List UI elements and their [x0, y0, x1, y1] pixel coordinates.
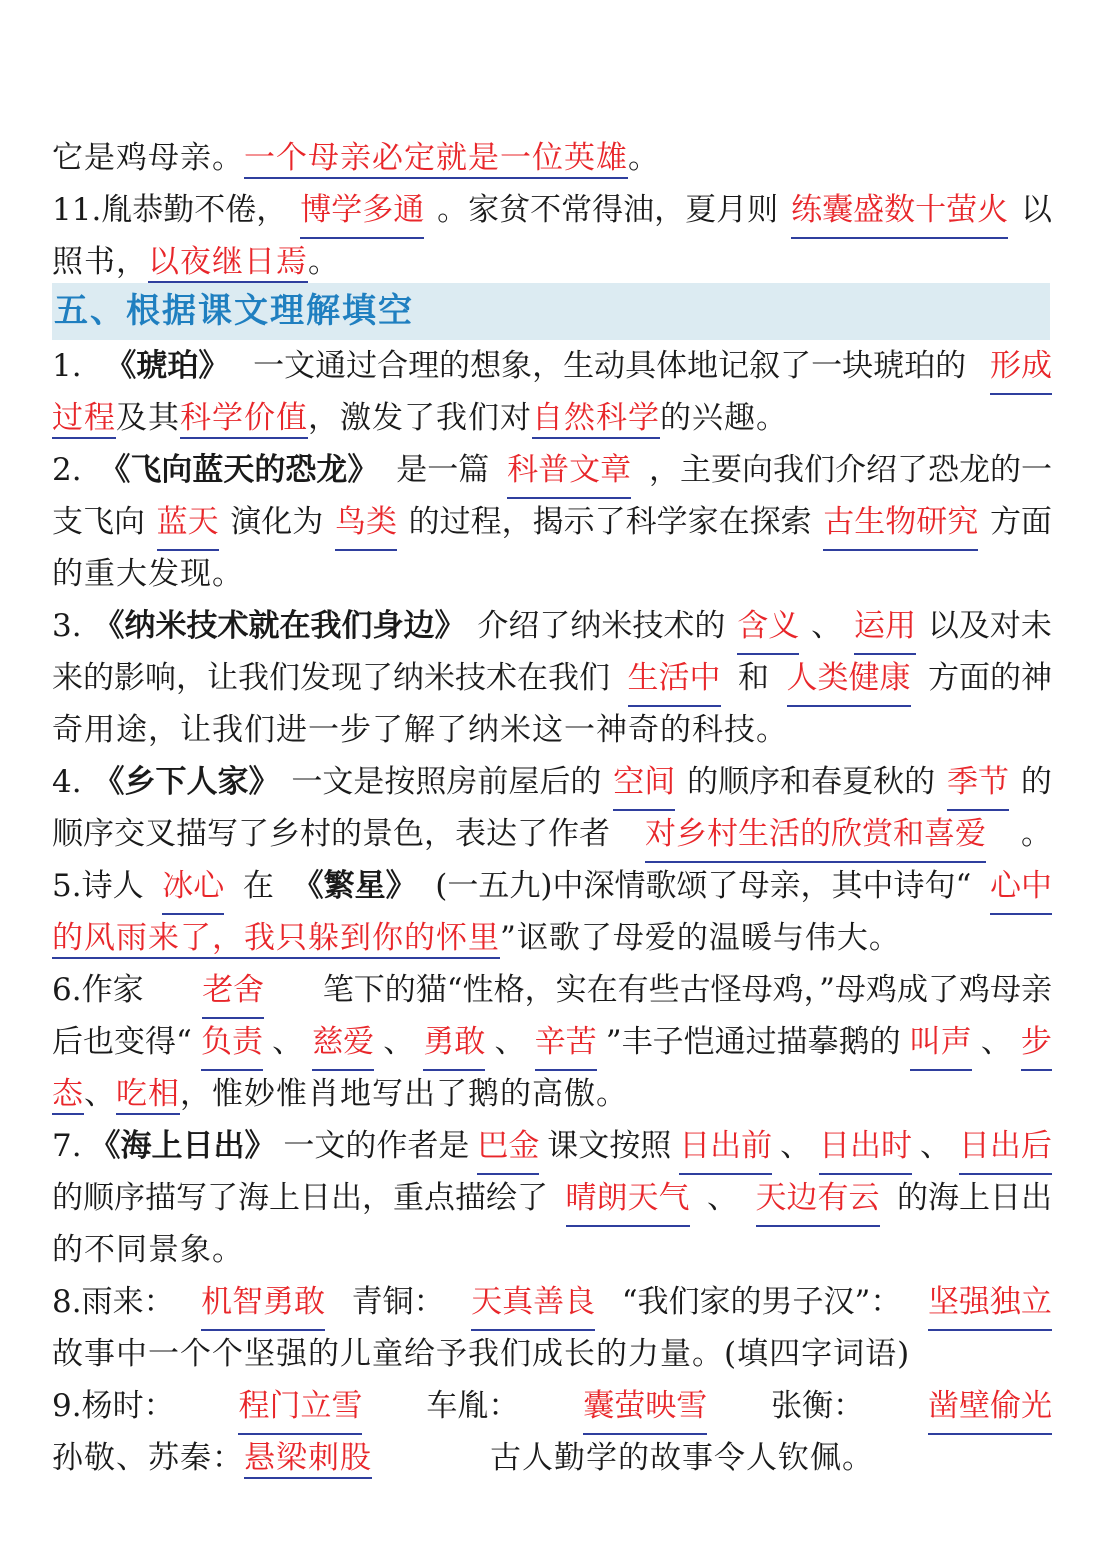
body-text: 的兴趣。 [660, 400, 788, 436]
answer-text: 科学价值 [180, 400, 308, 439]
body-text: 它是鸡母亲。 [52, 140, 244, 176]
body-text: 方面的神 [928, 660, 1052, 696]
answer-text: 坚强独立 [928, 1276, 1052, 1331]
text-line [52, 1068, 1052, 1120]
text-line [52, 1276, 1052, 1331]
text-line [52, 756, 1052, 811]
section-heading [52, 283, 1050, 340]
answer-text: 运用 [854, 600, 916, 655]
answer-text: 科普文章 [507, 444, 631, 499]
text-line [52, 236, 1052, 288]
body-text: 和 [738, 660, 769, 696]
answer-text: 日出前 [679, 1120, 772, 1175]
answer-text: 勇敢 [423, 1016, 485, 1071]
text-line [52, 548, 1052, 600]
answer-text: 叫声 [910, 1016, 972, 1071]
answer-text: 的风雨来了，我只躲到你的怀里 [52, 920, 500, 959]
text-line [52, 912, 1052, 964]
title-text: 《海上日出》 [89, 1128, 276, 1164]
body-text: 及其 [116, 400, 180, 436]
answer-text: 形成 [990, 340, 1052, 395]
text-line [52, 808, 1052, 863]
answer-text: 吃相 [116, 1076, 180, 1115]
body-text: 、 [811, 608, 843, 644]
body-text: 以 [1021, 192, 1052, 228]
text-line [52, 600, 1052, 655]
answer-text: 鸟类 [335, 496, 397, 551]
text-line [52, 1172, 1052, 1227]
text-line [52, 1224, 1052, 1276]
body-text: 奇用途，让我们进一步了解了纳米这一神奇的科技。 [52, 712, 788, 748]
body-text: ，主要向我们介绍了恐龙的一 [648, 452, 1052, 488]
body-text: 课文按照 [547, 1128, 672, 1164]
body-text: 、 [84, 1076, 116, 1112]
body-text: 演化为 [230, 504, 324, 540]
body-text: 4. [52, 764, 82, 800]
title-text: 《琥珀》 [105, 348, 230, 384]
answer-text: 日出后 [959, 1120, 1052, 1175]
body-text: 、 [980, 1024, 1012, 1060]
answer-text: 博学多通 [300, 184, 424, 239]
body-text: “我们家的男子汉”： [621, 1284, 902, 1320]
text-line [52, 184, 1052, 239]
body-text: 故事中一个个坚强的儿童给予我们成长的力量。(填四字词语) [52, 1336, 911, 1372]
text-line [52, 132, 1052, 184]
answer-text: 老舍 [202, 964, 264, 1019]
title-text: 《乡下人家》 [93, 764, 280, 800]
body-text: 的顺序和春夏秋的 [687, 764, 936, 800]
answer-text: 自然科学 [532, 400, 660, 439]
answer-text: 天真善良 [471, 1276, 595, 1331]
body-text: 以及对未 [927, 608, 1052, 644]
text-line [52, 704, 1052, 756]
body-text: 6.作家 [52, 972, 144, 1008]
answer-text: 巴金 [477, 1120, 539, 1175]
body-text: 。 [628, 140, 660, 176]
body-text: 的 [1020, 764, 1052, 800]
answer-text: 凿壁偷光 [928, 1380, 1052, 1435]
body-text: ”丰子恺通过描摹鹅的 [605, 1024, 901, 1060]
answer-text: 含义 [737, 600, 799, 655]
body-text: 方面 [989, 504, 1052, 540]
answer-text: 生活中 [628, 652, 721, 707]
text-line [52, 1432, 1052, 1484]
text-line [52, 340, 1052, 395]
answer-text: 悬梁刺股 [244, 1440, 372, 1479]
text-line [52, 444, 1052, 499]
text-line [52, 392, 1052, 444]
body-text: 一文的作者是 [283, 1128, 470, 1164]
answer-text: 晴朗天气 [566, 1172, 690, 1227]
body-text: 青铜： [351, 1284, 445, 1320]
answer-text: 练囊盛数十萤火 [791, 184, 1008, 239]
body-text: 8.雨来： [52, 1284, 175, 1320]
text-line [52, 964, 1052, 1019]
body-text: 介绍了纳米技术的 [477, 608, 726, 644]
title-text: 《纳米技术就在我们身边》 [93, 608, 466, 644]
body-text: 在 [242, 868, 274, 904]
answer-text: 以夜继日焉 [148, 244, 308, 283]
section-heading-text: 五、根据课文理解填空 [54, 291, 414, 331]
body-text: 9.杨时： [52, 1388, 175, 1424]
body-text: 古人勤学的故事令人钦佩。 [490, 1440, 874, 1476]
body-text: 照书， [52, 244, 148, 280]
body-text: 的重大发现。 [52, 556, 244, 592]
answer-text: 辛苦 [535, 1016, 597, 1071]
body-text: 来的影响，让我们发现了纳米技术在我们 [52, 660, 610, 696]
answer-text: 人类健康 [787, 652, 911, 707]
text-line [52, 860, 1052, 915]
body-text: 、 [707, 1180, 738, 1216]
body-text: 的海上日出 [897, 1180, 1052, 1216]
body-text: 张衡： [771, 1388, 865, 1424]
body-text: 顺序交叉描写了乡村的景色，表达了作者 [52, 816, 610, 852]
answer-text: 程门立雪 [238, 1380, 362, 1435]
answer-text: 一个母亲必定就是一位英雄 [244, 140, 628, 179]
body-text: ”讴歌了母爱的温暖与伟大。 [500, 920, 901, 956]
body-text: 、 [272, 1024, 304, 1060]
body-text: 一文通过合理的想象，生动具体地记叙了一块琥珀的 [253, 348, 967, 384]
answer-text: 古生物研究 [823, 496, 978, 551]
text-line [52, 1380, 1052, 1435]
answer-text: 冰心 [162, 860, 224, 915]
body-text: 2. [52, 452, 82, 488]
text-line [52, 1120, 1052, 1175]
body-text: 11.胤恭勤不倦， [52, 192, 288, 228]
body-text: 3. [52, 608, 82, 644]
body-text: 一文是按照房前屋后的 [291, 764, 602, 800]
body-text: ，激发了我们对 [308, 400, 532, 436]
title-text: 《飞向蓝天的恐龙》 [99, 452, 379, 488]
body-text: 、 [780, 1128, 812, 1164]
body-text: 、 [494, 1024, 526, 1060]
body-text: 的不同景象。 [52, 1232, 244, 1268]
body-text: 笔下的猫“性格，实在有些古怪母鸡，”母鸡成了鸡母亲 [322, 972, 1052, 1008]
answer-text: 慈爱 [312, 1016, 374, 1071]
body-text: (一五九)中深情歌颂了母亲，其中诗句“ [435, 868, 972, 904]
answer-text: 囊萤映雪 [583, 1380, 707, 1435]
answer-text: 天边有云 [756, 1172, 880, 1227]
answer-text: 负责 [201, 1016, 263, 1071]
body-text: 5.诗人 [52, 868, 144, 904]
answer-text: 态 [52, 1076, 84, 1115]
text-line [52, 652, 1052, 707]
answer-text: 心中 [990, 860, 1052, 915]
text-line [52, 496, 1052, 551]
body-text: 。 [1021, 816, 1052, 852]
answer-text: 季节 [947, 756, 1009, 811]
body-text: 的顺序描写了海上日出，重点描绘了 [52, 1180, 548, 1216]
answer-text: 蓝天 [157, 496, 219, 551]
answer-text: 对乡村生活的欣赏和喜爱 [645, 808, 986, 863]
answer-text: 过程 [52, 400, 116, 439]
body-text: 孙敬、苏秦： [52, 1440, 244, 1476]
body-text: 后也变得“ [52, 1024, 192, 1060]
body-text: 的过程，揭示了科学家在探索 [408, 504, 812, 540]
body-text: 。 [308, 244, 340, 280]
answer-text: 日出时 [819, 1120, 912, 1175]
body-text: 。家贫不常得油，夏月则 [437, 192, 779, 228]
answer-text: 步 [1021, 1016, 1052, 1071]
title-text: 《繁星》 [292, 868, 417, 904]
body-text: 1. [52, 348, 82, 384]
body-text: 、 [919, 1128, 951, 1164]
text-line [52, 1016, 1052, 1071]
body-text: 7. [52, 1128, 82, 1164]
text-line [52, 1328, 1052, 1380]
answer-text: 空间 [613, 756, 675, 811]
answer-text: 机智勇敢 [201, 1276, 325, 1331]
body-text: 、 [383, 1024, 415, 1060]
body-text: 是一篇 [396, 452, 490, 488]
body-text: 车胤： [426, 1388, 520, 1424]
body-text: 支飞向 [52, 504, 145, 540]
body-text: ，惟妙惟肖地写出了鹅的高傲。 [180, 1076, 628, 1112]
